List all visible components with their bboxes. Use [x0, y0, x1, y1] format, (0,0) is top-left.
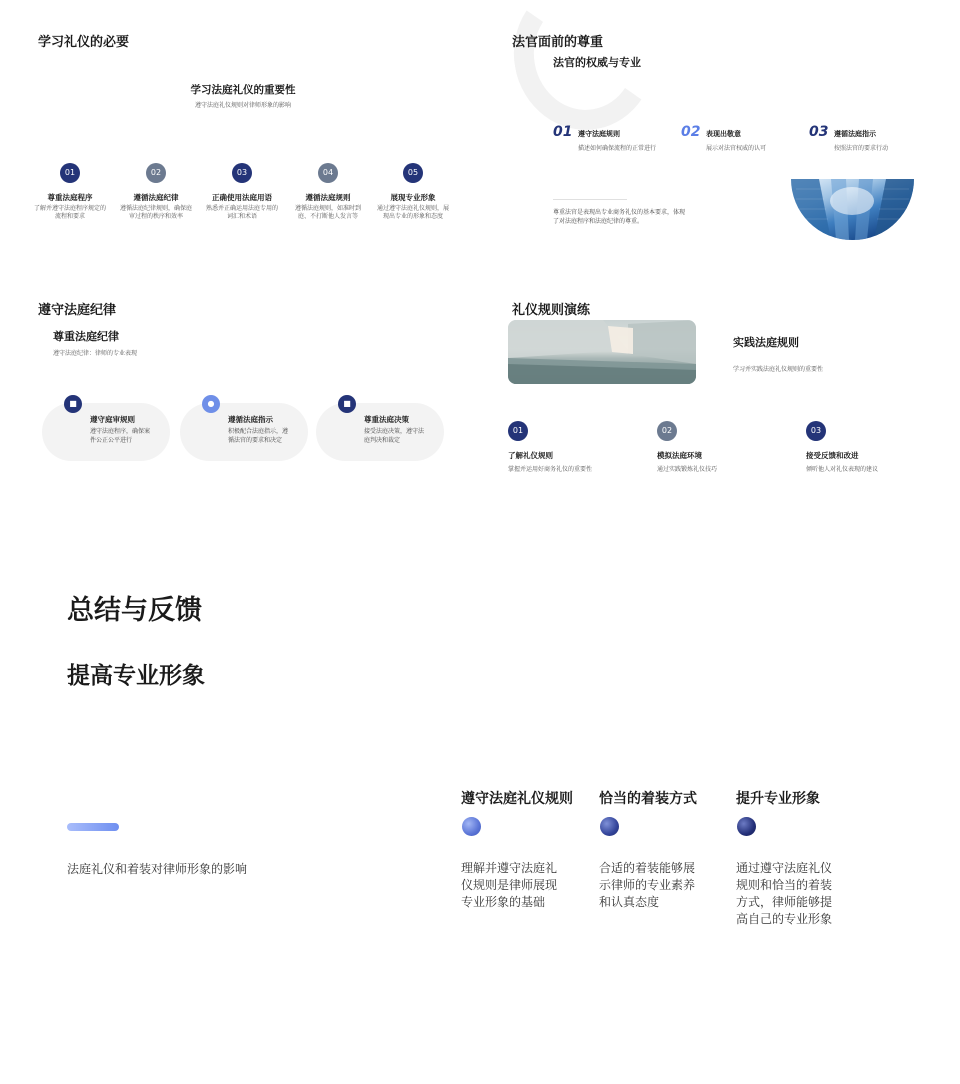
slide-title: 礼仪规则演练 — [512, 303, 591, 318]
step-title: 正确使用法庭用语 — [212, 193, 272, 202]
slide-course-etiquette-necessity — [0, 0, 480, 270]
step-title: 遵循法庭规则 — [305, 193, 351, 202]
section-subheading: 遵守法庭纪律：律师的专业表现 — [53, 350, 138, 357]
step-desc: 遵循法庭纪律规则，确保庭审过程的秩序和效率 — [120, 205, 193, 220]
step-number: 01 — [508, 421, 528, 441]
section-heading: 尊重法庭纪律 — [53, 330, 119, 343]
step-desc: 通过遵守法庭礼仪规则，展现出专业的形象和态度 — [377, 205, 450, 220]
step-number: 04 — [318, 163, 338, 183]
column-title: 提升专业形象 — [736, 791, 820, 807]
slide-subtitle: 提高专业形象 — [67, 663, 205, 689]
step-desc: 倾听他人对礼仪表现的建议 — [806, 466, 879, 473]
step-item — [204, 163, 280, 233]
card-title: 遵守庭审规则 — [90, 415, 135, 424]
step-desc: 了解并遵守法庭程序规定的流程和要求 — [34, 205, 107, 220]
slide-title: 总结与反馈 — [67, 595, 202, 626]
step-number: 05 — [403, 163, 423, 183]
column-desc: 合适的着装能够展示律师的专业素养和认真态度 — [599, 861, 696, 909]
section-subheading: 学习并实践法庭礼仪规则的重要性 — [733, 366, 824, 373]
step-item — [32, 163, 108, 233]
item-title: 遵守法庭规则 — [578, 130, 620, 138]
body-text: 尊重法官是表现出专业商务礼仪的基本要求，体现了对法庭程序和法庭纪律的尊重。 — [553, 209, 686, 225]
step-item — [118, 163, 194, 233]
column-desc: 通过遵守法庭礼仪规则和恰当的着装方式，律师能够提高自己的专业形象 — [736, 861, 833, 926]
section-heading: 学习法庭礼仪的重要性 — [190, 84, 296, 96]
item-number: 01 — [553, 124, 573, 140]
item-number: 03 — [809, 124, 829, 140]
caption-text: 法庭礼仪和着装对律师形象的影响 — [67, 862, 248, 876]
step-title: 接受反馈和改进 — [806, 451, 859, 460]
step-number: 02 — [146, 163, 166, 183]
item-number: 02 — [681, 124, 701, 140]
slide-title: 学习礼仪的必要 — [38, 35, 130, 50]
item-desc: 描述如何确保流程的正常进行 — [578, 145, 657, 152]
step-number: 03 — [232, 163, 252, 183]
section-heading: 法官的权威与专业 — [553, 56, 641, 69]
step-title: 展现专业形象 — [390, 193, 436, 202]
building-photo — [791, 179, 914, 240]
column-desc: 理解并遵守法庭礼仪规则是律师展现专业形象的基础 — [461, 861, 558, 909]
rule-card — [316, 401, 446, 461]
rule-card — [42, 401, 172, 461]
card-desc: 积极配合法庭指示，遵循法官的要求和决定 — [228, 428, 289, 444]
compass-icon: ● — [202, 395, 220, 413]
item-title: 表现出敬意 — [706, 130, 741, 138]
section-heading: 实践法庭规则 — [733, 336, 799, 349]
interior-photo — [508, 320, 696, 384]
slide-professional-image — [0, 740, 960, 1084]
document-icon: ■ — [64, 395, 82, 413]
slide-title: 遵守法庭纪律 — [38, 303, 117, 318]
divider — [553, 199, 627, 200]
column-title: 恰当的着装方式 — [599, 791, 697, 807]
slide-etiquette-drill — [480, 270, 960, 540]
item-desc: 展示对法官权威的认可 — [706, 145, 767, 152]
card-desc: 接受法庭决策，遵守法庭判决和裁定 — [364, 428, 425, 444]
slide-title: 法官面前的尊重 — [512, 35, 604, 50]
decorative-arc — [502, 0, 666, 141]
item-desc: 按照法官的要求行动 — [834, 145, 889, 152]
slide-summary-feedback — [0, 540, 960, 740]
step-number: 02 — [657, 421, 677, 441]
step-item — [290, 163, 366, 233]
step-number: 01 — [60, 163, 80, 183]
step-title: 模拟法庭环境 — [657, 451, 702, 460]
step-desc: 通过实践锻炼礼仪技巧 — [657, 466, 718, 473]
card-title: 尊重法庭决策 — [364, 415, 409, 424]
step-desc: 熟悉并正确运用法庭专用的词汇和术语 — [206, 205, 279, 220]
bullet-dot — [462, 817, 481, 836]
column-title: 遵守法庭礼仪规则 — [461, 791, 573, 807]
accent-bar — [67, 823, 119, 831]
step-title: 遵循法庭纪律 — [133, 193, 179, 202]
card-title: 遵循法庭指示 — [228, 415, 273, 424]
step-desc: 遵循法庭规则，如准时到庭、不打断他人发言等 — [294, 205, 361, 220]
step-desc: 掌握并运用好商务礼仪的重要性 — [508, 466, 593, 473]
section-subheading: 遵守法庭礼仪规则对律师形象的影响 — [194, 102, 291, 109]
card-desc: 遵守法庭程序，确保案件公正公平进行 — [90, 428, 151, 444]
step-item — [375, 163, 451, 233]
step-title: 了解礼仪规则 — [508, 451, 553, 460]
slide-court-discipline — [0, 270, 480, 540]
step-number: 03 — [806, 421, 826, 441]
bullet-dot — [737, 817, 756, 836]
rule-card — [180, 401, 310, 461]
slide-respect-before-judge — [480, 0, 960, 270]
step-title: 尊重法庭程序 — [47, 193, 93, 202]
item-title: 遵循法庭指示 — [834, 130, 876, 138]
bullet-dot — [600, 817, 619, 836]
gavel-icon: ■ — [338, 395, 356, 413]
